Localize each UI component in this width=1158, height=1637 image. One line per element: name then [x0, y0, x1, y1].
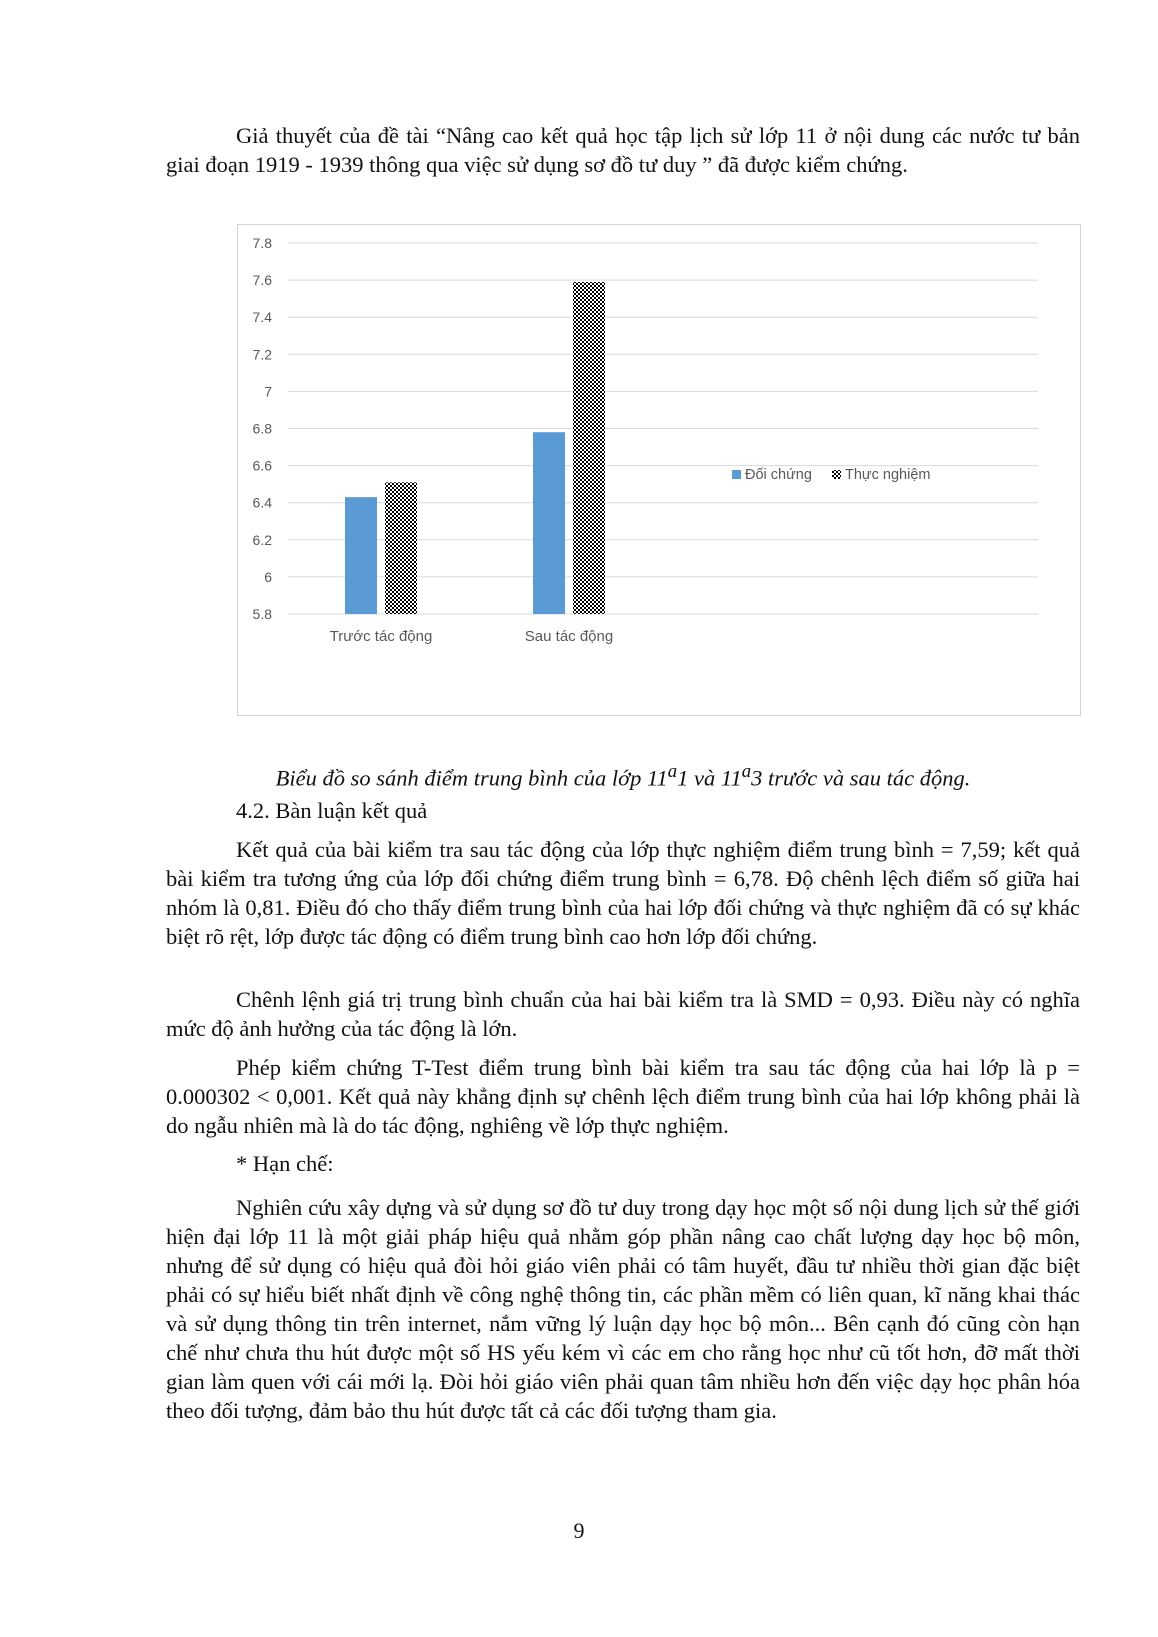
bar-doi-chung	[533, 432, 565, 614]
y-tick-label: 6.2	[252, 531, 272, 548]
caption-text-pre: Biểu đồ so sánh điểm trung bình của lớp 11	[275, 765, 668, 791]
legend-label: Thực nghiệm	[845, 467, 931, 483]
bar-chart	[237, 224, 1081, 716]
chart-caption	[166, 757, 1080, 793]
section-heading: 4.2. Bàn luận kết quả	[236, 798, 428, 823]
legend-swatch	[732, 470, 741, 479]
y-tick-label: 7.8	[252, 235, 272, 251]
bar-thuc-nghiem	[385, 482, 417, 614]
caption-sup-2: a	[741, 761, 752, 782]
category-label: Sau tác động	[524, 628, 614, 645]
bar-doi-chung	[345, 497, 377, 614]
y-axis-ticks	[253, 235, 273, 622]
x-axis-categories	[330, 628, 614, 645]
page-number: 9	[573, 1518, 585, 1543]
category-label: Trước tác động	[329, 628, 433, 645]
caption-text-post: 3 trước và sau tác động.	[751, 765, 971, 791]
intro-paragraph: Giả thuyết của đề tài “Nâng cao kết quả học tập lịch sử lớp 11 ở nội dung các nước tư bản giai đoạn 1919 - 1939 thông qua việc sử dụng sơ đồ tư duy ” đã được kiểm chứng.	[166, 123, 1080, 177]
limitations-heading: * Hạn chế:	[236, 1151, 334, 1176]
y-tick-label: 7.4	[252, 309, 272, 326]
paragraph-limitations: Nghiên cứu xây dựng và sử dụng sơ đồ tư duy trong dạy học một số nội dung lịch sử thế giới hiện đại lớp 11 là một giải pháp hiệu quả nhằm góp phần nâng cao chất lượng dạy học bộ môn, nhưng để sử dụng có hiệu quả đòi hỏi giáo viên phải có tâm huyết, đầu tư nhiều thời gian đặc biệt phải có sự hiểu biết nhất định về công nghệ thông tin, các phần mềm có liên quan, kĩ năng khai thác và sử dụng thông tin trên internet, nắm vững lý luận dạy học bộ môn... Bên cạnh đó cũng còn hạn chế như chưa thu hút được một số HS yếu kém vì các em cho rằng học như cũ tốt hơn, đỡ mất thời gian làm quen với cái mới lạ. Đòi hỏi giáo viên phải quan tâm nhiều hơn đến việc dạy học phân hóa theo đối tượng, đảm bảo thu hút được tất cả các đối tượng tham gia.	[166, 1195, 1080, 1423]
paragraph-results: Kết quả của bài kiểm tra sau tác động của lớp thực nghiệm điểm trung bình = 7,59; kết quả bài kiểm tra tương ứng của lớp đối chứng điểm trung bình = 6,78. Độ chênh lệch điểm số giữa hai nhóm là 0,81. Điều đó cho thấy điểm trung bình của hai lớp đối chứng và thực nghiệm đã có sự khác biệt rõ rệt, lớp được tác động có điểm trung bình cao hơn lớp đối chứng.	[166, 837, 1080, 949]
chart-svg	[238, 225, 1082, 717]
legend	[732, 467, 930, 483]
y-tick-label: 7.2	[252, 346, 272, 363]
y-tick-label: 6.8	[252, 420, 272, 437]
paragraph-smd: Chênh lệnh giá trị trung bình chuẩn của hai bài kiểm tra là SMD = 0,93. Điều này có nghĩa mức độ ảnh hưởng của tác động là lớn.	[166, 987, 1080, 1041]
bars	[345, 282, 605, 614]
caption-sup-1: a	[667, 761, 678, 782]
y-tick-label: 6.4	[252, 494, 272, 511]
y-tick-label: 6	[264, 568, 272, 585]
y-tick-label: 6.6	[252, 457, 272, 474]
legend-label: Đối chứng	[745, 467, 812, 483]
y-tick-label: 7.6	[252, 272, 272, 289]
caption-text-mid: 1 và 11	[677, 765, 742, 791]
y-tick-label: 7	[264, 383, 272, 400]
paragraph-ttest: Phép kiểm chứng T-Test điểm trung bình bài kiểm tra sau tác động của hai lớp là p = 0.000302 < 0,001. Kết quả này khẳng định sự chênh lệch điểm trung bình của hai lớp không phải là do ngẫu nhiên mà là do tác động, nghiêng về lớp thực nghiệm.	[166, 1055, 1080, 1138]
y-tick-label: 5.8	[252, 606, 272, 622]
bar-thuc-nghiem	[573, 282, 605, 614]
legend-swatch	[832, 470, 841, 479]
